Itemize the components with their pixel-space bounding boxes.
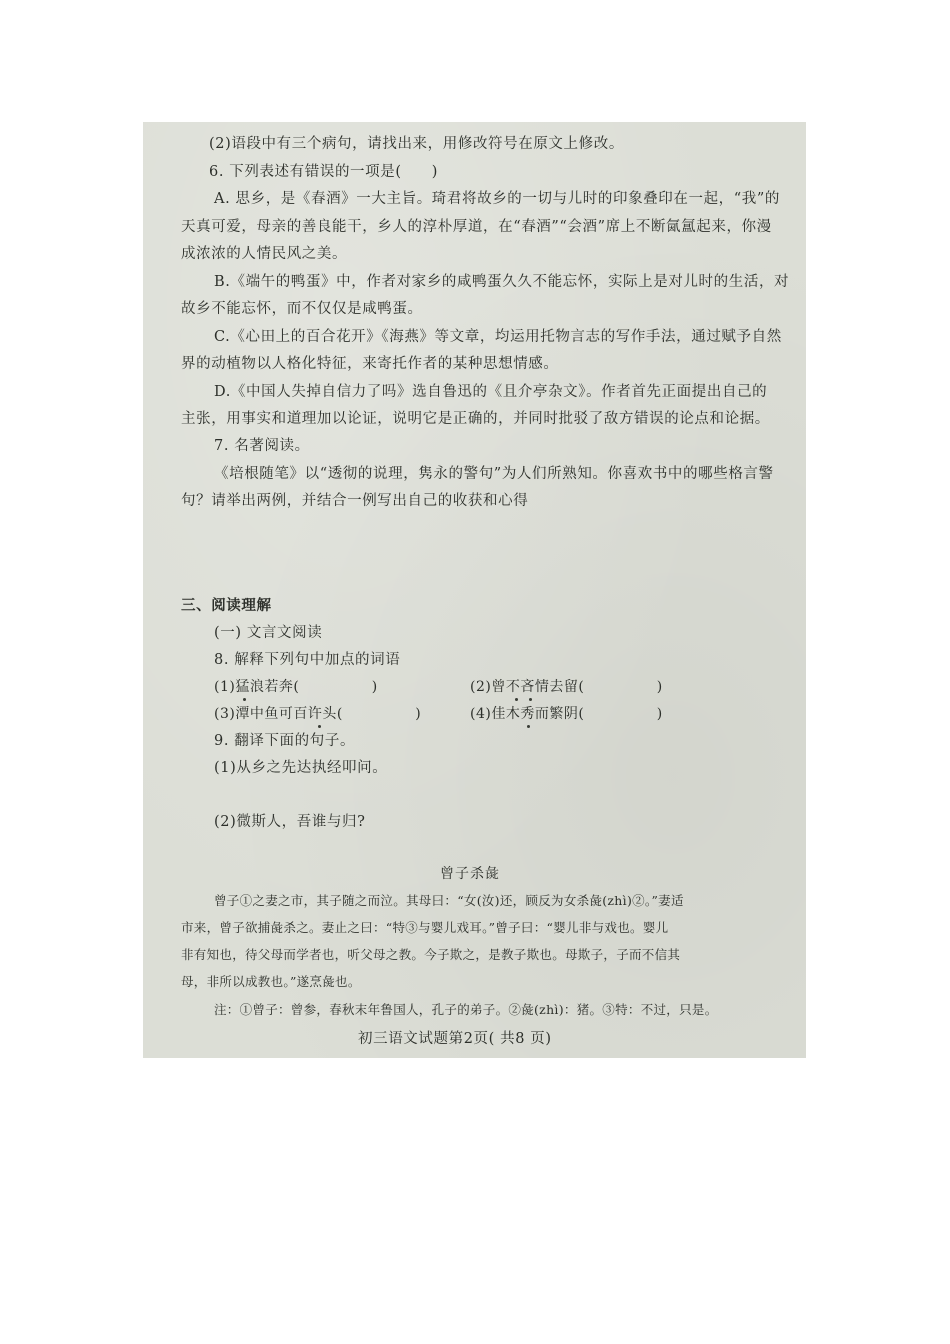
question-6-option-c-line-2: 界的动植物以人格化特征，来寄托作者的某种思想情感。 [181, 356, 559, 372]
question-9-item-1: (1)从乡之先达执经叩问。 [214, 760, 388, 776]
question-6-option-a-line-1: A. 思乡，是《春酒》一大主旨。琦君将故乡的一切与儿时的印象叠印在一起，“我”的 [214, 191, 781, 207]
question-6-option-a-line-3: 成浓浓的人情民风之美。 [181, 246, 348, 262]
section-3-heading: 三、阅读理解 [181, 597, 272, 614]
question-8-item-2: (2)曾不吝情去留( ) [470, 679, 663, 695]
question-6-option-b-line-1: B.《端午的鸭蛋》中，作者对家乡的咸鸭蛋久久不能忘怀，实际上是对儿时的生活，对 [214, 274, 790, 290]
question-6-option-c-line-1: C.《心田上的百合花开》《海燕》等文章，均运用托物言志的写作手法，通过赋予自然 [214, 329, 782, 345]
question-9-stem: 9. 翻译下面的句子。 [214, 733, 356, 749]
question-7-stem: 7. 名著阅读。 [214, 438, 310, 454]
question-7-line-2: 句？请举出两例，并结合一例写出自己的收获和心得 [181, 493, 529, 509]
question-6-stem: 6. 下列表述有错误的一项是( ) [209, 164, 439, 180]
question-6-option-d-line-2: 主张，用事实和道理加以论证，说明它是正确的，并同时批驳了敌方错误的论点和论据。 [181, 411, 770, 427]
emphasis-dot [318, 725, 321, 728]
question-8-item-4: (4)佳木秀而繁阴( ) [470, 706, 663, 722]
passage-line-1: 曾子①之妻之市，其子随之而泣。其母曰：“女(汝)还，顾反为女杀彘(zhì)②。”妻适 [214, 893, 684, 908]
passage-line-4: 母，非所以成教也。”遂烹彘也。 [181, 974, 361, 989]
question-6-option-d-line-1: D.《中国人失掉自信力了吗》选自鲁迅的《且介亭杂文》。作者首先正面提出自己的 [214, 384, 768, 400]
emphasis-dot [243, 698, 246, 701]
question-6-option-b-line-2: 故乡不能忘怀，而不仅仅是咸鸭蛋。 [181, 301, 423, 317]
passage-title: 曾子杀彘 [440, 866, 500, 882]
question-6-option-a-line-2: 天真可爱，母亲的善良能干，乡人的淳朴厚道，在“春酒”“会酒”席上不断氤氲起来，你漫 [181, 219, 772, 235]
passage-line-2: 市来，曾子欲捕彘杀之。妻止之曰：“特③与婴儿戏耳。”曾子曰：“婴儿非与戏也。婴儿 [181, 920, 669, 935]
page-footer: 初三语文试题第2页( 共8 页) [358, 1031, 552, 1047]
question-8-stem: 8. 解释下列句中加点的词语 [214, 652, 401, 668]
subsection-classical-reading: (一) 文言文阅读 [214, 625, 323, 641]
question-7-line-1: 《培根随笔》以“透彻的说理，隽永的警句”为人们所熟知。你喜欢书中的哪些格言警 [214, 466, 774, 482]
question-5-part-2: (2)语段中有三个病句，请找出来，用修改符号在原文上修改。 [209, 136, 624, 152]
emphasis-dot [527, 725, 530, 728]
question-8-item-3: (3)潭中鱼可百许头( ) [214, 706, 422, 722]
question-9-item-2: (2)微斯人，吾谁与归? [214, 814, 366, 830]
emphasis-dot [529, 698, 532, 701]
question-8-item-1: (1)猛浪若奔( ) [214, 679, 378, 695]
scanned-exam-page [143, 122, 806, 1058]
passage-note: 注：①曾子：曾参，春秋末年鲁国人，孔子的弟子。②彘(zhì)：猪。③特：不过，只是。 [214, 1002, 718, 1017]
passage-line-3: 非有知也，待父母而学者也，听父母之教。今子欺之，是教子欺也。母欺子，子而不信其 [181, 947, 681, 962]
emphasis-dot [515, 698, 518, 701]
